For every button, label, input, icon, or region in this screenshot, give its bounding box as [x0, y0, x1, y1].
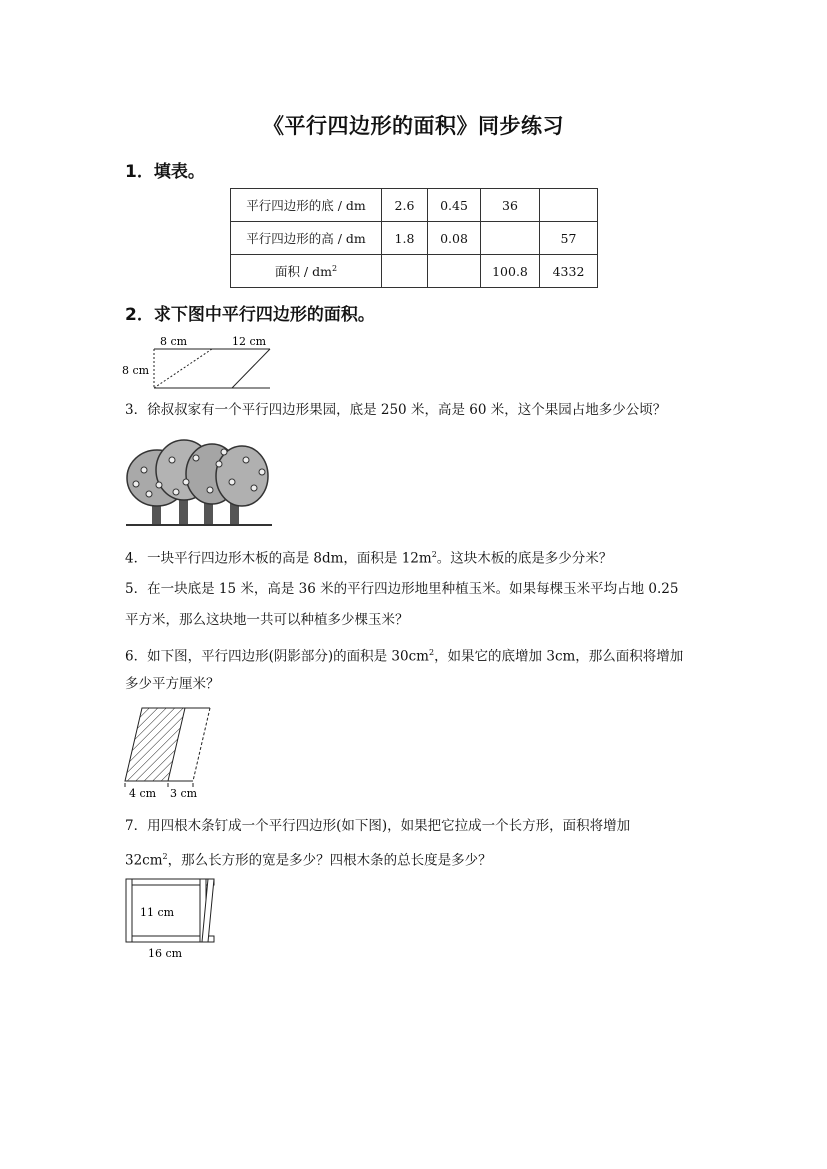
- table-cell: [382, 255, 428, 288]
- label-16cm: 16 cm: [148, 947, 183, 960]
- label-11cm: 11 cm: [140, 906, 175, 919]
- label-3cm: 3 cm: [170, 787, 198, 799]
- label-8cm-top: 8 cm: [160, 335, 188, 348]
- q7-wooden-frame-figure: [120, 874, 220, 964]
- table-cell: 1.8: [382, 222, 428, 255]
- q6-shaded-parallelogram-figure: [120, 703, 220, 799]
- q3-text: 3．徐叔叔家有一个平行四边形果园，底是 250 米，高是 60 米，这个果园占地多少公顷？: [125, 402, 667, 418]
- table-cell: [428, 255, 481, 288]
- q4-text: 4．一块平行四边形木板的高是 8dm，面积是 $12m^2$。这块木板的底是多少分米？: [125, 550, 613, 567]
- table-row: [231, 255, 598, 288]
- q5-line1: 5．在一块底是 15 米，高是 36 米的平行四边形地里种植玉米。如果每棵玉米平均占地 0.25: [125, 581, 679, 597]
- q6-line2: 多少平方厘米？: [125, 676, 220, 692]
- q7-line1: 7．用四根木条钉成一个平行四边形(如下图)，如果把它拉成一个长方形，面积将增加: [125, 818, 631, 834]
- q2-parallelogram-figure: [120, 332, 280, 392]
- q2-heading: 2．求下图中平行四边形的面积。: [125, 305, 375, 325]
- table-cell: [481, 222, 540, 255]
- table-cell: [540, 189, 598, 222]
- table-cell: 0.45: [428, 189, 481, 222]
- table-row: [231, 189, 598, 222]
- table-cell: 36: [481, 189, 540, 222]
- table-cell: 0.08: [428, 222, 481, 255]
- label-12cm: 12 cm: [232, 335, 267, 348]
- table-cell: 100.8: [481, 255, 540, 288]
- table-cell: 2.6: [382, 189, 428, 222]
- row-label: 平行四边形的底 / dm: [231, 189, 382, 222]
- label-8cm-side: 8 cm: [122, 364, 150, 377]
- label-4cm: 4 cm: [129, 787, 157, 799]
- page-title: 《平行四边形的面积》同步练习: [263, 114, 564, 138]
- orchard-trees-illustration: [124, 430, 274, 530]
- q1-heading: 1．填表。: [125, 162, 205, 182]
- q6-line1: 6．如下图，平行四边形(阴影部分)的面积是 $30cm^2$，如果它的底增加 3cm，那么面积将增加: [125, 648, 684, 665]
- q5-line2: 平方米，那么这块地一共可以种植多少棵玉米？: [125, 612, 409, 628]
- table-row: [231, 222, 598, 255]
- fill-table: [230, 188, 598, 288]
- row-label: 面积 / $dm^2$: [231, 255, 382, 288]
- table-cell: 4332: [540, 255, 598, 288]
- row-label: 平行四边形的高 / dm: [231, 222, 382, 255]
- table-cell: 57: [540, 222, 598, 255]
- q7-line2: $32cm^2$，那么长方形的宽是多少？四根木条的总长度是多少？: [125, 852, 492, 869]
